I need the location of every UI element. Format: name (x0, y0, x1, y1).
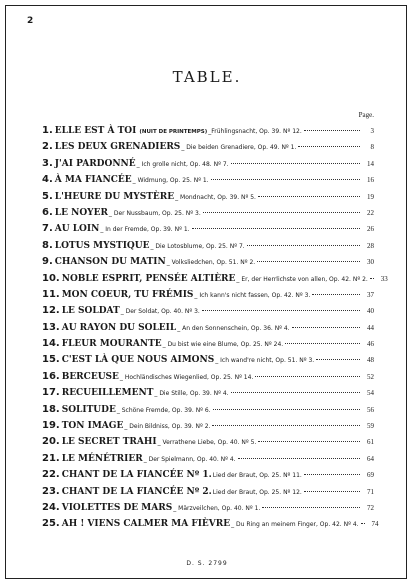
entry-page: 69 (367, 471, 374, 480)
entry-title: AU LOIN (54, 224, 100, 235)
entry-number: 13. (42, 321, 60, 333)
entry-title: LE MÉNÉTRIER (61, 453, 143, 464)
dot-leader (258, 195, 360, 197)
entry-german-title: _ Der Soldat, Op. 40. Nº 3. (120, 308, 200, 316)
entry-number: 3. (42, 157, 53, 169)
toc-entry (42, 191, 374, 207)
entry-title: LES DEUX GRENADIERS (54, 142, 181, 153)
entry-number: 10. (42, 272, 60, 284)
entry-german-title: _ Verrathene Liebe, Op. 40. Nº 5. (157, 439, 257, 447)
page-column-header: Page. (358, 111, 374, 119)
entry-page: 28 (367, 241, 374, 250)
entry-german-title: _ An den Sonnenschein, Op. 36. Nº 4. (177, 324, 290, 332)
entry-german-title: _ Die Lotosblume, Op. 25. Nº 7. (150, 242, 245, 250)
entry-german-title: _ Du bist wie eine Blume, Op. 25. Nº 24. (162, 341, 284, 349)
dot-leader (231, 162, 360, 164)
dot-leader (238, 457, 360, 459)
dot-leader (298, 145, 360, 147)
entry-german-title: _ Er, der Herrlichste von allen, Op. 42. Nº 2. (236, 275, 368, 283)
entry-german-title: _ Mondnacht, Op. 39. Nº 5. (175, 193, 256, 201)
entry-page: 64 (367, 454, 374, 463)
entry-title: TON IMAGE (61, 421, 124, 432)
entry-title: LE SOLDAT (61, 306, 120, 317)
toc-entry (42, 240, 374, 256)
dot-leader (203, 211, 360, 213)
entry-page: 14 (367, 159, 374, 168)
page-title: TABLE. (172, 68, 242, 86)
entry-page: 56 (367, 405, 374, 414)
dot-leader (285, 342, 360, 344)
entry-german-title: Lied der Braut, Op. 25. Nº 11. (212, 472, 302, 480)
entry-german-title: _ Widmung, Op. 25. Nº 1. (132, 177, 209, 185)
entry-german-title: _ Der Spielmann, Op. 40. Nº 4. (143, 455, 236, 463)
entry-title: LOTUS MYSTIQUE (54, 240, 150, 251)
entry-title: À MA FIANCÉE (54, 175, 132, 186)
entry-number: 18. (42, 403, 60, 415)
entry-german-title: _ Hochländisches Wiegenlied, Op. 25. Nº 14. (119, 373, 254, 381)
entry-title: CHANT DE LA FIANCÉE Nº 1. (61, 470, 212, 481)
dot-leader (257, 260, 360, 262)
toc-entry (42, 354, 374, 370)
entry-title: C'EST LÀ QUE NOUS AIMONS (61, 355, 215, 366)
entry-title: RECUEILLEMENT (61, 388, 154, 399)
entry-number: 4. (42, 174, 53, 186)
entry-page: 61 (367, 438, 374, 447)
entry-german-title: _ Der Nussbaum, Op. 25. Nº 3. (108, 209, 201, 217)
toc-entry (42, 174, 374, 190)
entry-page: 22 (367, 208, 374, 217)
entry-number: 11. (42, 288, 60, 300)
entry-page: 19 (367, 192, 374, 201)
entry-page: 46 (367, 340, 374, 349)
entry-page: 72 (367, 503, 374, 512)
entry-number: 24. (42, 501, 60, 513)
entry-page: 52 (367, 372, 374, 381)
entry-number: 20. (42, 436, 60, 448)
entry-german-title: _ In der Fremde, Op. 39. Nº 1. (100, 226, 190, 234)
toc-entry (42, 272, 388, 289)
dot-leader (312, 293, 360, 295)
toc-entry (42, 420, 374, 436)
dot-leader (258, 440, 360, 442)
entry-title: AU RAYON DU SOLEIL (61, 322, 177, 333)
entry-title: LE SECRET TRAHI (61, 437, 157, 448)
toc-entry (42, 404, 374, 420)
entry-number: 21. (42, 452, 60, 464)
toc-entry (42, 338, 374, 354)
entry-german-title: _ Volksliedchen, Op. 51. Nº 2. (166, 259, 256, 267)
entry-number: 2. (42, 141, 53, 153)
entry-page: 16 (367, 176, 374, 185)
entry-number: 6. (42, 206, 53, 218)
entry-number: 14. (42, 338, 60, 350)
entry-number: 8. (42, 239, 53, 251)
dot-leader (304, 129, 360, 131)
toc-entry (42, 256, 374, 272)
entry-title: ELLE EST À TOI (54, 126, 137, 136)
dot-leader (213, 408, 360, 410)
table-of-contents (42, 125, 388, 535)
dot-leader (247, 244, 360, 246)
plate-number: D. S. 2799 (186, 560, 228, 567)
dot-leader (361, 522, 365, 524)
entry-page: 48 (367, 356, 374, 365)
entry-number: 1. (42, 125, 53, 136)
toc-entry (42, 322, 374, 338)
entry-german-title: _ Du Ring an meinem Finger, Op. 42. Nº 4. (231, 521, 359, 529)
entry-number: 5. (42, 190, 53, 202)
entry-page: 26 (367, 225, 374, 234)
entry-title: SOLITUDE (61, 404, 116, 415)
entry-number: 12. (42, 305, 60, 317)
entry-title: FLEUR MOURANTE (61, 339, 162, 350)
entry-number: 7. (42, 223, 53, 235)
entry-title: CHANSON DU MATIN (54, 257, 166, 268)
entry-number: 17. (42, 387, 60, 399)
entry-page: 33 (380, 274, 388, 283)
entry-german-title: _ Die Stille, Op. 39. Nº 4. (154, 390, 229, 398)
entry-page: 8 (370, 143, 374, 152)
toc-entry (42, 223, 374, 239)
entry-title: AH ! VIENS CALMER MA FIÈVRE (61, 519, 231, 530)
entry-german-title: _ Märzveilchen, Op. 40. Nº 1. (173, 504, 261, 512)
toc-entry (42, 453, 374, 469)
entry-page: 3 (370, 127, 374, 135)
toc-entry (42, 158, 374, 174)
entry-german-title: _ Die beiden Grenadiere, Op. 49. Nº 1. (181, 144, 297, 152)
toc-entry (42, 371, 374, 387)
dot-leader (304, 490, 360, 492)
entry-number: 15. (42, 354, 60, 366)
entry-page: 44 (367, 323, 374, 332)
entry-german-title: _Frühlingsnacht, Op. 39. Nº 12. (208, 128, 302, 135)
dot-leader (304, 473, 360, 475)
dot-leader (316, 358, 360, 360)
dot-leader (202, 309, 360, 311)
entry-number: 19. (42, 420, 60, 432)
dot-leader (255, 375, 360, 377)
toc-entry (42, 436, 374, 452)
entry-page: 59 (367, 422, 374, 431)
toc-entry (42, 125, 374, 141)
entry-german-title: _ Ich wand're nicht, Op. 51. Nº 3. (215, 357, 315, 365)
entry-number: 23. (42, 485, 60, 497)
entry-german-title: _ Dein Bildniss, Op. 39. Nº 2. (124, 423, 211, 431)
toc-entry (42, 289, 374, 305)
entry-title: L'HEURE DU MYSTÈRE (54, 191, 175, 202)
entry-title: CHANT DE LA FIANCÉE Nº 2. (61, 486, 212, 497)
entry-title: VIOLETTES DE MARS (61, 502, 173, 513)
entry-german-title: _ Schöne Fremde, Op. 39. Nº 6. (116, 406, 211, 414)
entry-title: MON COEUR, TU FRÉMIS (61, 289, 194, 300)
entry-page: 40 (367, 307, 374, 316)
entry-page: 54 (367, 389, 374, 398)
entry-german-title: Lied der Braut, Op. 25. Nº 12. (212, 488, 302, 496)
entry-title: NOBLE ESPRIT, PENSÉE ALTIÈRE (61, 273, 236, 284)
entry-page: 74 (371, 520, 379, 529)
entry-page: 30 (367, 258, 374, 267)
dot-leader (212, 424, 360, 426)
entry-title: LE NOYER (54, 207, 108, 218)
entry-number: 16. (42, 370, 60, 382)
entry-page: 71 (367, 487, 374, 496)
entry-number: 25. (42, 518, 60, 530)
toc-entry (42, 141, 374, 157)
dot-leader (370, 277, 374, 279)
entry-german-title: _ Ich kann's nicht fassen, Op. 42. Nº 3. (194, 291, 311, 299)
dot-leader (292, 326, 360, 328)
toc-entry (42, 469, 374, 485)
dot-leader (231, 391, 360, 393)
toc-entry (42, 502, 374, 518)
dot-leader (192, 227, 360, 229)
entry-title: BERCEUSE (61, 371, 119, 382)
entry-german-title: _ Ich grolle nicht, Op. 48. Nº 7. (136, 160, 229, 168)
entry-number: 9. (42, 256, 53, 268)
entry-title: J'AI PARDONNÉ (54, 158, 136, 169)
toc-entry (42, 305, 374, 321)
toc-entry (42, 387, 374, 403)
dot-leader (211, 178, 360, 180)
toc-entry (42, 518, 379, 534)
entry-number: 22. (42, 469, 60, 481)
entry-page: 37 (367, 290, 374, 299)
dot-leader (262, 506, 360, 508)
page-number: 2 (27, 16, 34, 26)
toc-entry (42, 207, 374, 223)
toc-entry (42, 486, 374, 502)
entry-note: (NUIT DE PRINTEMPS) (139, 129, 208, 135)
